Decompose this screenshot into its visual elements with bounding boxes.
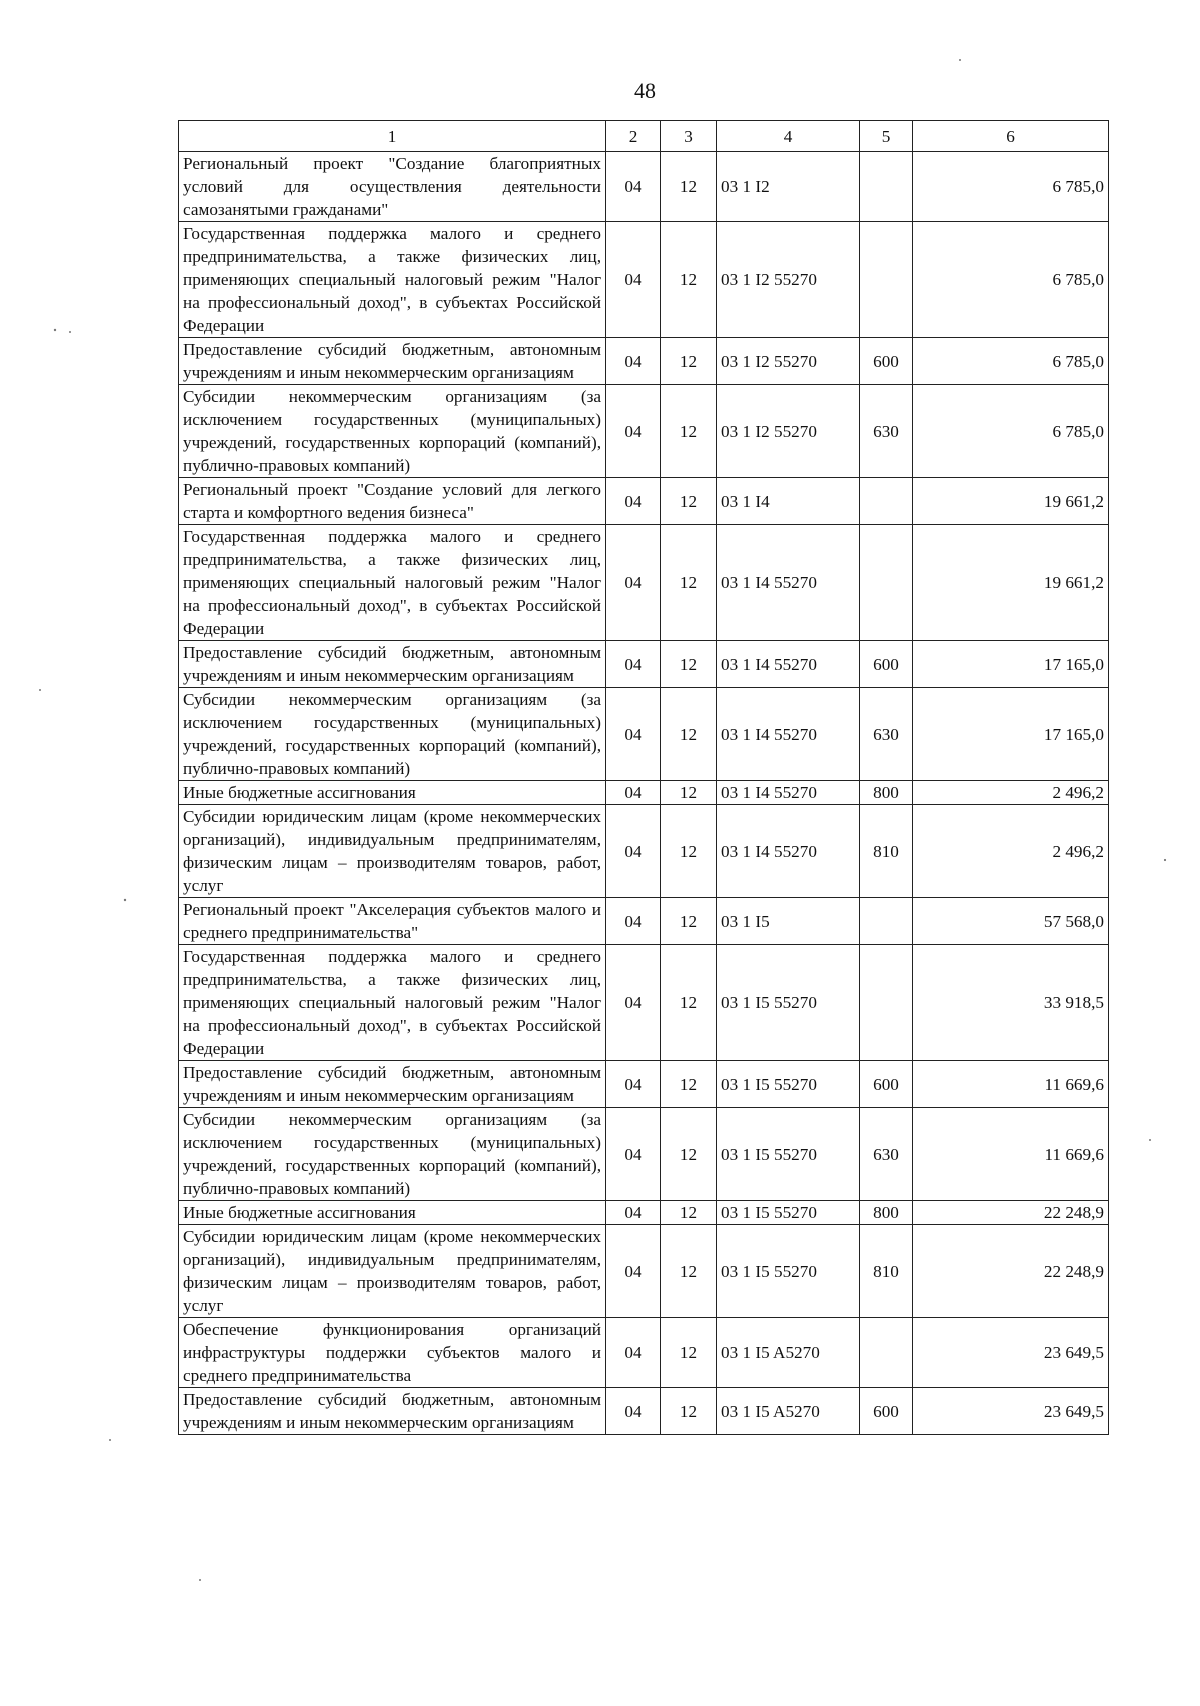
expense-type-code: 630 bbox=[860, 385, 913, 478]
subsection-code: 12 bbox=[661, 805, 717, 898]
section-code: 04 bbox=[606, 1225, 661, 1318]
row-description: Государственная поддержка малого и среднего предпринимательства, а также физических лиц, применяющих специальный налоговый режим "Налог на профессиональный доход", в субъектах Российской Федерации bbox=[179, 525, 606, 641]
subsection-code: 12 bbox=[661, 478, 717, 525]
expense-type-code bbox=[860, 945, 913, 1061]
header-row bbox=[179, 121, 1109, 152]
section-code: 04 bbox=[606, 478, 661, 525]
header-col-5: 5 bbox=[860, 121, 913, 152]
expense-type-code: 600 bbox=[860, 338, 913, 385]
table-row bbox=[179, 898, 1109, 945]
expense-type-code: 630 bbox=[860, 1108, 913, 1201]
expense-type-code bbox=[860, 152, 913, 222]
subsection-code: 12 bbox=[661, 1318, 717, 1388]
table-row bbox=[179, 222, 1109, 338]
row-description: Предоставление субсидий бюджетным, автономным учреждениям и иным некоммерческим организациям bbox=[179, 641, 606, 688]
subsection-code: 12 bbox=[661, 152, 717, 222]
section-code: 04 bbox=[606, 945, 661, 1061]
target-article-code: 03 1 I4 55270 bbox=[717, 805, 860, 898]
amount: 6 785,0 bbox=[913, 222, 1109, 338]
table-row bbox=[179, 805, 1109, 898]
row-description: Предоставление субсидий бюджетным, автономным учреждениям и иным некоммерческим организациям bbox=[179, 1061, 606, 1108]
target-article-code: 03 1 I5 55270 bbox=[717, 1201, 860, 1225]
target-article-code: 03 1 I5 55270 bbox=[717, 1108, 860, 1201]
table-row bbox=[179, 1388, 1109, 1435]
subsection-code: 12 bbox=[661, 222, 717, 338]
section-code: 04 bbox=[606, 805, 661, 898]
table-row bbox=[179, 1061, 1109, 1108]
table-row bbox=[179, 385, 1109, 478]
section-code: 04 bbox=[606, 338, 661, 385]
amount: 11 669,6 bbox=[913, 1061, 1109, 1108]
subsection-code: 12 bbox=[661, 781, 717, 805]
target-article-code: 03 1 I2 55270 bbox=[717, 338, 860, 385]
subsection-code: 12 bbox=[661, 1201, 717, 1225]
expense-type-code bbox=[860, 1318, 913, 1388]
expense-type-code: 600 bbox=[860, 1061, 913, 1108]
target-article-code: 03 1 I4 bbox=[717, 478, 860, 525]
target-article-code: 03 1 I5 55270 bbox=[717, 945, 860, 1061]
table-row bbox=[179, 1225, 1109, 1318]
header-col-3: 3 bbox=[661, 121, 717, 152]
row-description: Субсидии некоммерческим организациям (за исключением государственных (муниципальных) учреждений, государственных корпораций (компаний), публично-правовых компаний) bbox=[179, 385, 606, 478]
table-row bbox=[179, 338, 1109, 385]
section-code: 04 bbox=[606, 641, 661, 688]
expense-type-code: 800 bbox=[860, 781, 913, 805]
row-description: Предоставление субсидий бюджетным, автономным учреждениям и иным некоммерческим организациям bbox=[179, 1388, 606, 1435]
amount: 22 248,9 bbox=[913, 1225, 1109, 1318]
expense-type-code: 810 bbox=[860, 805, 913, 898]
subsection-code: 12 bbox=[661, 1061, 717, 1108]
target-article-code: 03 1 I5 55270 bbox=[717, 1225, 860, 1318]
expense-type-code: 800 bbox=[860, 1201, 913, 1225]
section-code: 04 bbox=[606, 898, 661, 945]
section-code: 04 bbox=[606, 525, 661, 641]
target-article-code: 03 1 I2 55270 bbox=[717, 385, 860, 478]
table-row bbox=[179, 478, 1109, 525]
expense-type-code bbox=[860, 478, 913, 525]
row-description: Предоставление субсидий бюджетным, автономным учреждениям и иным некоммерческим организациям bbox=[179, 338, 606, 385]
subsection-code: 12 bbox=[661, 1108, 717, 1201]
target-article-code: 03 1 I5 55270 bbox=[717, 1061, 860, 1108]
table-row bbox=[179, 152, 1109, 222]
table-row bbox=[179, 641, 1109, 688]
table-row bbox=[179, 781, 1109, 805]
section-code: 04 bbox=[606, 1388, 661, 1435]
subsection-code: 12 bbox=[661, 1388, 717, 1435]
target-article-code: 03 1 I2 55270 bbox=[717, 222, 860, 338]
amount: 17 165,0 bbox=[913, 688, 1109, 781]
amount: 22 248,9 bbox=[913, 1201, 1109, 1225]
page-number: 48 bbox=[634, 78, 656, 103]
amount: 17 165,0 bbox=[913, 641, 1109, 688]
target-article-code: 03 1 I4 55270 bbox=[717, 641, 860, 688]
target-article-code: 03 1 I5 bbox=[717, 898, 860, 945]
row-description: Государственная поддержка малого и среднего предпринимательства, а также физических лиц, применяющих специальный налоговый режим "Налог на профессиональный доход", в субъектах Российской Федерации bbox=[179, 222, 606, 338]
table-body bbox=[179, 152, 1109, 1435]
amount: 57 568,0 bbox=[913, 898, 1109, 945]
section-code: 04 bbox=[606, 1201, 661, 1225]
table-row bbox=[179, 1201, 1109, 1225]
target-article-code: 03 1 I4 55270 bbox=[717, 525, 860, 641]
table-row bbox=[179, 1108, 1109, 1201]
target-article-code: 03 1 I5 A5270 bbox=[717, 1318, 860, 1388]
budget-table bbox=[178, 120, 1109, 1435]
amount: 6 785,0 bbox=[913, 385, 1109, 478]
section-code: 04 bbox=[606, 152, 661, 222]
amount: 23 649,5 bbox=[913, 1318, 1109, 1388]
row-description: Субсидии юридическим лицам (кроме некоммерческих организаций), индивидуальным предпринимателям, физическим лицам – производителям товаров, работ, услуг bbox=[179, 1225, 606, 1318]
amount: 2 496,2 bbox=[913, 781, 1109, 805]
target-article-code: 03 1 I2 bbox=[717, 152, 860, 222]
header-col-1: 1 bbox=[179, 121, 606, 152]
table-row bbox=[179, 945, 1109, 1061]
subsection-code: 12 bbox=[661, 385, 717, 478]
expense-type-code: 630 bbox=[860, 688, 913, 781]
table-row bbox=[179, 525, 1109, 641]
section-code: 04 bbox=[606, 1108, 661, 1201]
row-description: Государственная поддержка малого и среднего предпринимательства, а также физических лиц, применяющих специальный налоговый режим "Налог на профессиональный доход", в субъектах Российской Федерации bbox=[179, 945, 606, 1061]
section-code: 04 bbox=[606, 688, 661, 781]
row-description: Субсидии юридическим лицам (кроме некоммерческих организаций), индивидуальным предпринимателям, физическим лицам – производителям товаров, работ, услуг bbox=[179, 805, 606, 898]
subsection-code: 12 bbox=[661, 688, 717, 781]
expense-type-code bbox=[860, 898, 913, 945]
subsection-code: 12 bbox=[661, 641, 717, 688]
expense-type-code: 600 bbox=[860, 641, 913, 688]
subsection-code: 12 bbox=[661, 1225, 717, 1318]
subsection-code: 12 bbox=[661, 525, 717, 641]
section-code: 04 bbox=[606, 1061, 661, 1108]
amount: 19 661,2 bbox=[913, 525, 1109, 641]
row-description: Региональный проект "Создание благоприятных условий для осуществления деятельности самозанятыми гражданами" bbox=[179, 152, 606, 222]
row-description: Иные бюджетные ассигнования bbox=[179, 1201, 606, 1225]
amount: 33 918,5 bbox=[913, 945, 1109, 1061]
section-code: 04 bbox=[606, 385, 661, 478]
section-code: 04 bbox=[606, 781, 661, 805]
amount: 6 785,0 bbox=[913, 338, 1109, 385]
amount: 6 785,0 bbox=[913, 152, 1109, 222]
section-code: 04 bbox=[606, 222, 661, 338]
row-description: Субсидии некоммерческим организациям (за исключением государственных (муниципальных) учреждений, государственных корпораций (компаний), публично-правовых компаний) bbox=[179, 688, 606, 781]
table-row bbox=[179, 1318, 1109, 1388]
row-description: Иные бюджетные ассигнования bbox=[179, 781, 606, 805]
row-description: Обеспечение функционирования организаций инфраструктуры поддержки субъектов малого и среднего предпринимательства bbox=[179, 1318, 606, 1388]
target-article-code: 03 1 I4 55270 bbox=[717, 781, 860, 805]
header-col-2: 2 bbox=[606, 121, 661, 152]
row-description: Региональный проект "Акселерация субъектов малого и среднего предпринимательства" bbox=[179, 898, 606, 945]
amount: 23 649,5 bbox=[913, 1388, 1109, 1435]
row-description: Региональный проект "Создание условий для легкого старта и комфортного ведения бизнеса" bbox=[179, 478, 606, 525]
expense-type-code: 810 bbox=[860, 1225, 913, 1318]
amount: 19 661,2 bbox=[913, 478, 1109, 525]
amount: 11 669,6 bbox=[913, 1108, 1109, 1201]
row-description: Субсидии некоммерческим организациям (за исключением государственных (муниципальных) учреждений, государственных корпораций (компаний), публично-правовых компаний) bbox=[179, 1108, 606, 1201]
expense-type-code bbox=[860, 222, 913, 338]
table-row bbox=[179, 688, 1109, 781]
amount: 2 496,2 bbox=[913, 805, 1109, 898]
expense-type-code: 600 bbox=[860, 1388, 913, 1435]
target-article-code: 03 1 I5 A5270 bbox=[717, 1388, 860, 1435]
subsection-code: 12 bbox=[661, 898, 717, 945]
section-code: 04 bbox=[606, 1318, 661, 1388]
expense-type-code bbox=[860, 525, 913, 641]
header-col-6: 6 bbox=[913, 121, 1109, 152]
target-article-code: 03 1 I4 55270 bbox=[717, 688, 860, 781]
subsection-code: 12 bbox=[661, 338, 717, 385]
subsection-code: 12 bbox=[661, 945, 717, 1061]
header-col-4: 4 bbox=[717, 121, 860, 152]
